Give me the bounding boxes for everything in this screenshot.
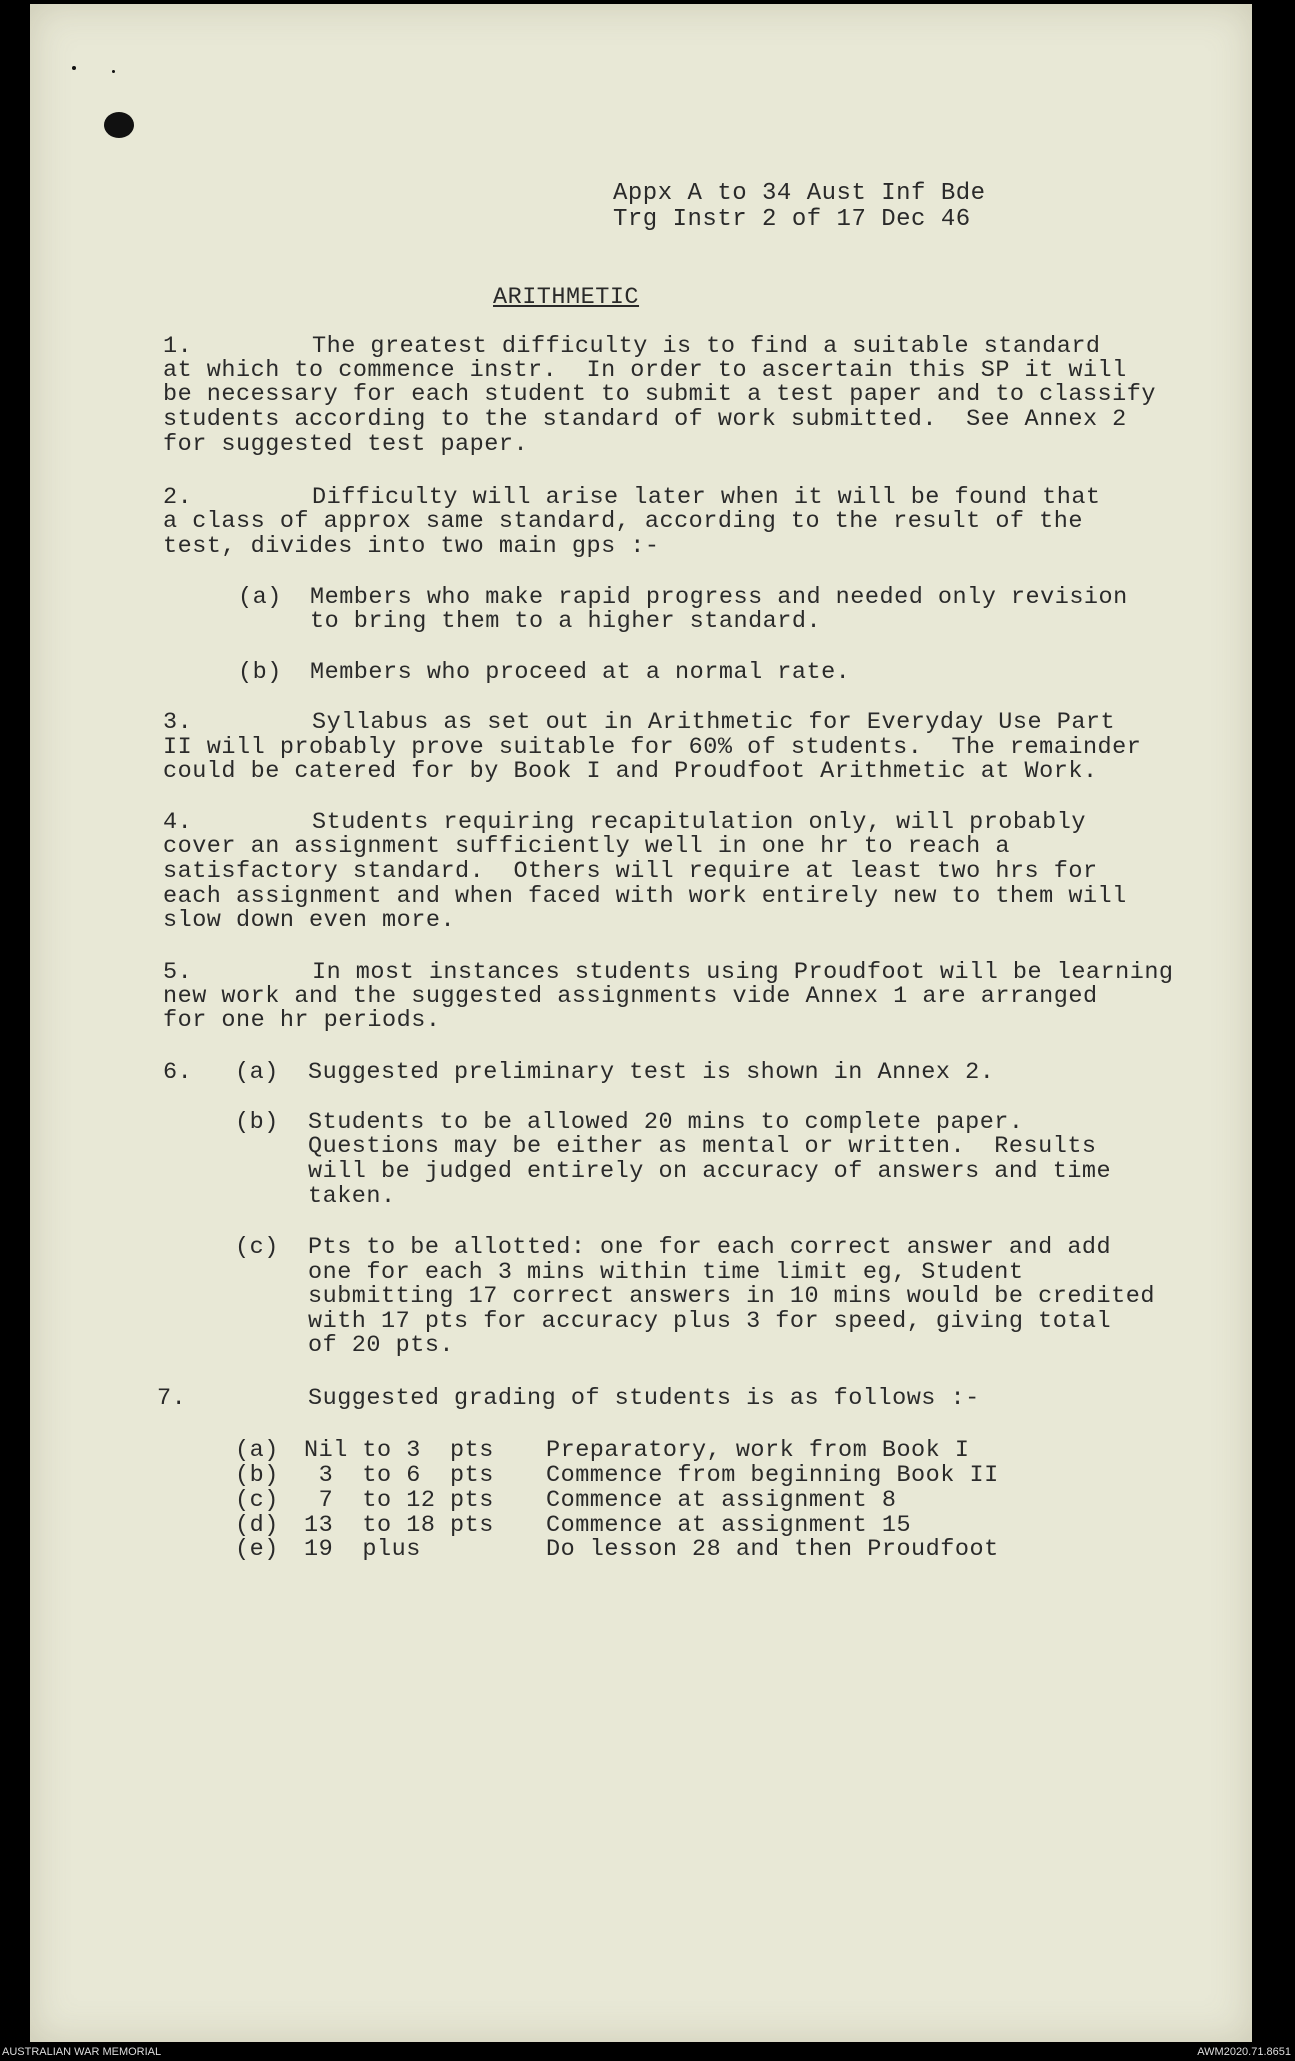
para-line: students according to the standard of work submitted. See Annex 2 <box>163 406 1127 433</box>
sub-item-line: Pts to be allotted: one for each correct answer and add <box>308 1234 1112 1261</box>
para-line: a class of approx same standard, according to the result of the <box>163 508 1083 535</box>
sub-item-line: Suggested preliminary test is shown in Annex 2. <box>308 1059 995 1086</box>
grade-action: Preparatory, work from Book I <box>546 1437 970 1464</box>
para-line: Difficulty will arise later when it will be found that <box>312 484 1101 511</box>
grade-action: Commence from beginning Book II <box>546 1462 999 1489</box>
grade-range: Nil to 3 pts <box>304 1437 494 1464</box>
para-line: slow down even more. <box>163 907 456 934</box>
grade-action: Commence at assignment 8 <box>546 1487 897 1514</box>
para-line: each assignment and when faced with work entirely new to them will <box>163 883 1127 910</box>
para-line: test, divides into two main gps :- <box>163 533 660 560</box>
para-number: 4. <box>163 809 193 836</box>
para-line: Syllabus as set out in Arithmetic for Everyday Use Part <box>312 709 1116 736</box>
punch-hole-mark <box>104 112 134 138</box>
grade-label: (b) <box>235 1462 279 1489</box>
grade-range: 13 to 18 pts <box>304 1512 494 1539</box>
grade-range: 7 to 12 pts <box>304 1487 494 1514</box>
footer-accession-number: AWM2020.71.8651 <box>1197 2046 1291 2058</box>
header-line-2: Trg Instr 2 of 17 Dec 46 <box>613 206 971 233</box>
sub-item-label: (b) <box>235 1109 279 1136</box>
para-line: at which to commence instr. In order to ascertain this SP it will <box>163 357 1127 384</box>
page-title: ARITHMETIC <box>493 284 640 311</box>
sub-item-label: (c) <box>235 1234 279 1261</box>
sub-item-line: Members who proceed at a normal rate. <box>310 659 851 686</box>
grade-range: 3 to 6 pts <box>304 1462 494 1489</box>
para-number: 2. <box>163 484 193 511</box>
sub-item-line: one for each 3 mins within time limit eg, Student <box>308 1259 1024 1286</box>
para-line: satisfactory standard. Others will require at least two hrs for <box>163 858 1098 885</box>
sub-item-line: submitting 17 correct answers in 10 mins would be credited <box>308 1283 1155 1310</box>
sub-item-label: (a) <box>235 1059 279 1086</box>
sub-item-line: of 20 pts. <box>308 1332 455 1359</box>
sub-item-label: (b) <box>238 659 282 686</box>
para-line: new work and the suggested assignments vide Annex 1 are arranged <box>163 983 1098 1010</box>
para-line: for one hr periods. <box>163 1007 441 1034</box>
sub-item-line: Students to be allowed 20 mins to complete paper. <box>308 1109 1024 1136</box>
para-line: The greatest difficulty is to find a suitable standard <box>312 333 1101 360</box>
para-line: II will probably prove suitable for 60% of students. The remainder <box>163 734 1142 761</box>
grade-label: (c) <box>235 1487 279 1514</box>
para-line: In most instances students using Proudfoot will be learning <box>312 959 1174 986</box>
staple-mark <box>72 66 76 70</box>
staple-mark <box>112 70 115 73</box>
para-line: be necessary for each student to submit a test paper and to classify <box>163 381 1156 408</box>
sub-item-line: taken. <box>308 1183 396 1210</box>
grade-label: (e) <box>235 1536 279 1563</box>
sub-item-line: Members who make rapid progress and needed only revision <box>310 584 1128 611</box>
grade-label: (d) <box>235 1512 279 1539</box>
grade-action: Do lesson 28 and then Proudfoot <box>546 1536 999 1563</box>
para-line: Suggested grading of students is as follows :- <box>308 1385 980 1412</box>
grade-label: (a) <box>235 1437 279 1464</box>
header-line-1: Appx A to 34 Aust Inf Bde <box>613 180 986 207</box>
grade-action: Commence at assignment 15 <box>546 1512 912 1539</box>
para-number: 6. <box>163 1059 193 1086</box>
para-line: cover an assignment sufficiently well in one hr to reach a <box>163 833 1010 860</box>
sub-item-line: to bring them to a higher standard. <box>310 608 822 635</box>
sub-item-line: with 17 pts for accuracy plus 3 for speed, giving total <box>308 1308 1112 1335</box>
sub-item-line: will be judged entirely on accuracy of answers and time <box>308 1158 1112 1185</box>
grade-range: 19 plus <box>304 1536 421 1563</box>
sub-item-label: (a) <box>238 584 282 611</box>
para-line: for suggested test paper. <box>163 431 529 458</box>
para-line: could be catered for by Book I and Proudfoot Arithmetic at Work. <box>163 758 1098 785</box>
footer-archive-name: AUSTRALIAN WAR MEMORIAL <box>2 2046 162 2058</box>
para-number: 5. <box>163 959 193 986</box>
para-line: Students requiring recapitulation only, will probably <box>312 809 1086 836</box>
para-number: 7. <box>157 1385 187 1412</box>
para-number: 1. <box>163 333 193 360</box>
sub-item-line: Questions may be either as mental or written. Results <box>308 1133 1097 1160</box>
para-number: 3. <box>163 709 193 736</box>
